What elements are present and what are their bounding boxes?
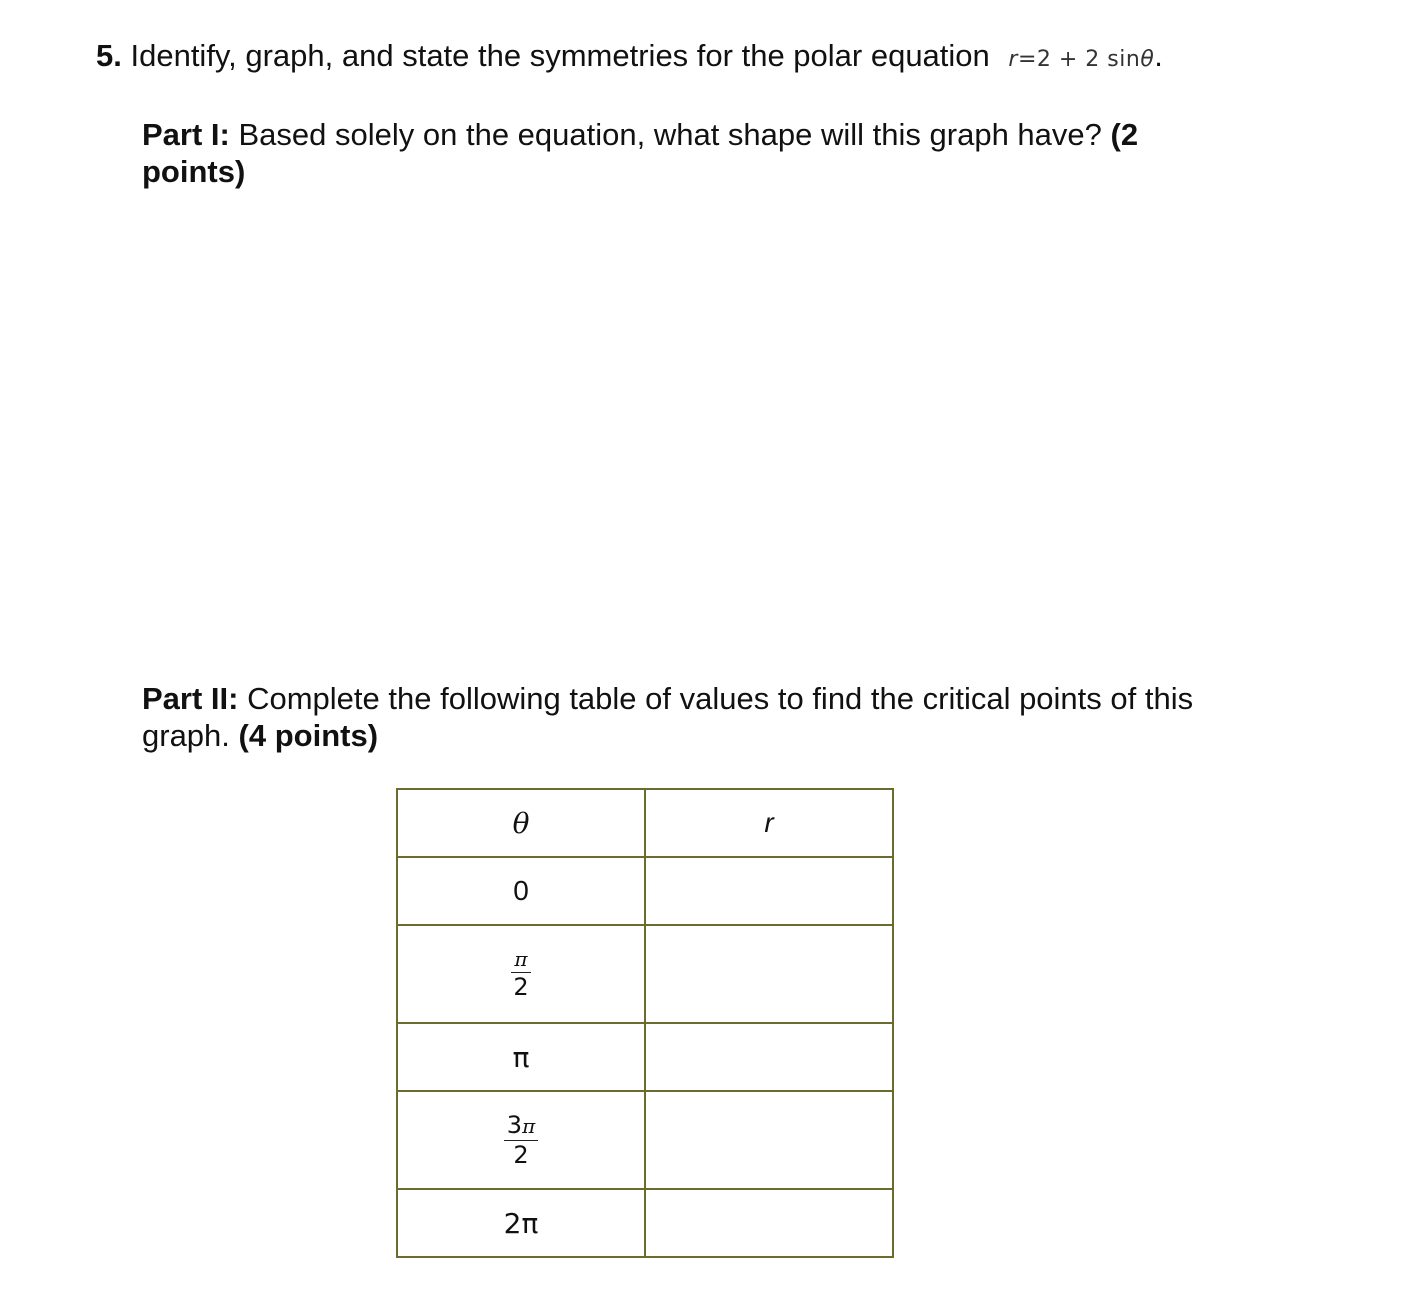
numerator-coefficient: 3	[506, 1111, 523, 1139]
equation-rhs: =2 + 2 sin	[1017, 47, 1141, 72]
part-one-label: Part I:	[142, 117, 230, 152]
question-text: Identify, graph, and state the symmetries for the polar equation	[130, 38, 990, 73]
part-two-points: (4 points)	[238, 718, 379, 753]
part-one	[142, 116, 1222, 190]
r-input-cell[interactable]	[645, 1023, 893, 1091]
equation-theta: θ	[1140, 47, 1155, 72]
values-table	[396, 788, 894, 1258]
theta-cell: 0	[397, 857, 645, 925]
part-one-points: (2 points)	[142, 117, 1139, 189]
theta-cell	[397, 1091, 645, 1189]
fraction-3pi-over-2	[504, 1113, 538, 1167]
theta-cell: 2π	[397, 1189, 645, 1257]
part-two	[142, 680, 1222, 754]
fraction-numerator	[504, 1113, 538, 1141]
table-row	[397, 857, 893, 925]
part-one-text: Based solely on the equation, what shape will this graph have?	[238, 117, 1102, 152]
fraction-denominator: 2	[513, 1141, 529, 1169]
question-line	[96, 36, 1163, 80]
theta-header: θ	[397, 789, 645, 857]
table-header-row	[397, 789, 893, 857]
fraction-pi-over-2	[511, 949, 530, 999]
numerator-pi: π	[522, 1114, 536, 1138]
r-header: r	[645, 789, 893, 857]
question-period: .	[1154, 38, 1163, 73]
fraction-denominator: 2	[513, 973, 529, 1001]
polar-equation	[1008, 47, 1154, 72]
theta-cell: π	[397, 1023, 645, 1091]
table-row	[397, 1091, 893, 1189]
table-row	[397, 1023, 893, 1091]
r-input-cell[interactable]	[645, 857, 893, 925]
question-number: 5.	[96, 38, 122, 73]
part-two-text: Complete the following table of values to find the critical points of this graph.	[142, 681, 1194, 753]
fraction-numerator: π	[511, 949, 530, 973]
r-input-cell[interactable]	[645, 1091, 893, 1189]
table-row	[397, 1189, 893, 1257]
equation-r: r	[1008, 47, 1018, 72]
part-two-label: Part II:	[142, 681, 239, 716]
theta-cell	[397, 925, 645, 1023]
r-input-cell[interactable]	[645, 1189, 893, 1257]
table-row	[397, 925, 893, 1023]
r-input-cell[interactable]	[645, 925, 893, 1023]
